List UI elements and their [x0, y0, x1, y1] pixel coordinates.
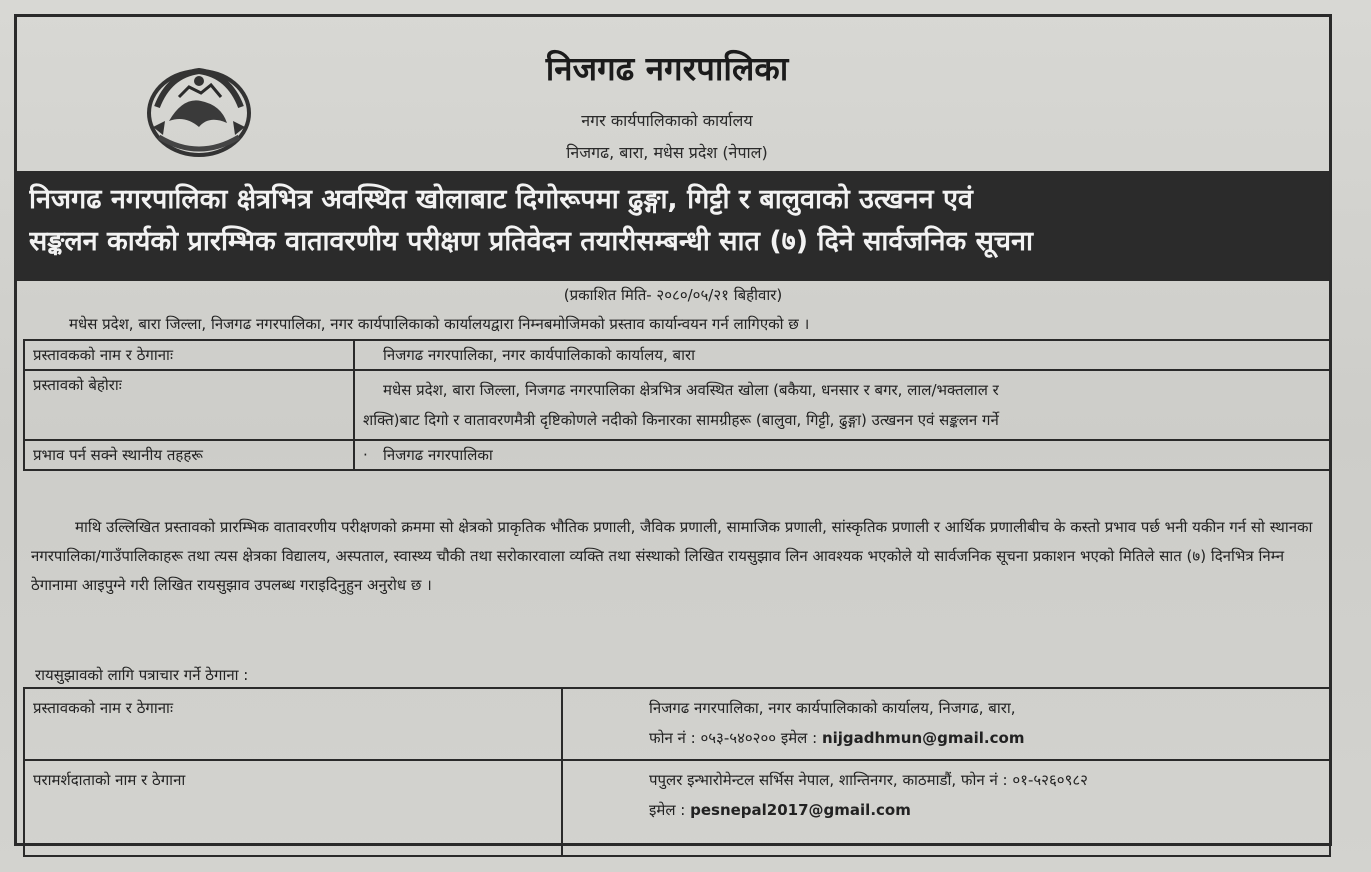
contact-consultant-line-1: पपुलर इन्भारोमेन्टल सर्भिस नेपाल, शान्तिनगर, काठमाडौं, फोन नं : ०१-५२६०९८२	[649, 771, 1088, 789]
contacts-table	[23, 687, 1331, 857]
notice-paragraph	[31, 513, 1331, 600]
impact-value-text: निजगढ नगरपालिका	[383, 446, 493, 464]
org-office: नगर कार्यपालिकाको कार्यालय	[581, 111, 753, 130]
contact-consultant-email-label: इमेल :	[649, 801, 691, 819]
contact-proponent-email[interactable]: nijgadhmun@gmail.com	[821, 729, 1025, 747]
notice-banner	[17, 171, 1329, 281]
table-row	[24, 340, 1330, 370]
table-row	[24, 440, 1330, 470]
banner-line-1: निजगढ नगरपालिका क्षेत्रभित्र अवस्थित खोलाबाट दिगोरूपमा ढुङ्गा, गिट्टी र बालुवाको उत्खनन एवं	[29, 184, 973, 215]
org-address: निजगढ, बारा, मधेस प्रदेश (नेपाल)	[566, 143, 768, 162]
table-row	[24, 760, 1330, 856]
contact-consultant-label: परामर्शदाताको नाम र ठेगाना	[24, 760, 562, 856]
banner-line-2: सङ्कलन कार्यको प्रारम्भिक वातावरणीय परीक्षण प्रतिवेदन तयारीसम्बन्धी सात (७) दिने सार्वजनिक सूचना	[29, 226, 1033, 257]
description-line-2: शक्ति)बाट दिगो र वातावरणमैत्री दृष्टिकोणले नदीको किनारका सामग्रीहरू (बालुवा, गिट्टी, ढुङ्गा) उत्खनन एवं सङ्कलन गर्ने	[363, 411, 999, 429]
intro-text: मधेस प्रदेश, बारा जिल्ला, निजगढ नगरपालिका, नगर कार्यपालिकाको कार्यालयद्वारा निम्नबमोजिमको प्रस्ताव कार्यान्वयन गर्न लागिएको छ ।	[69, 315, 810, 333]
description-label: प्रस्तावको बेहोराः	[24, 370, 354, 440]
proposal-details-table	[23, 339, 1331, 471]
notice-header	[17, 17, 1329, 169]
proponent-label: प्रस्तावकको नाम र ठेगानाः	[24, 340, 354, 370]
contact-consultant-line-2	[649, 795, 1321, 825]
table-row	[24, 370, 1330, 440]
org-title: निजगढ नगरपालिका	[545, 49, 789, 88]
contact-proponent-value	[562, 688, 1330, 760]
correspondence-address-title: रायसुझावको लागि पत्राचार गर्ने ठेगाना :	[35, 666, 249, 684]
contact-consultant-value	[562, 760, 1330, 856]
publication-date: (प्रकाशित मिति- २०८०/०५/२१ बिहीवार)	[563, 286, 783, 304]
impact-value: · निजगढ नगरपालिका	[354, 440, 1330, 470]
nepal-government-emblem-icon	[139, 57, 259, 165]
impact-label: प्रभाव पर्न सक्ने स्थानीय तहहरू	[24, 440, 354, 470]
proponent-value	[354, 340, 1330, 370]
table-row	[24, 688, 1330, 760]
contact-proponent-phone: फोन नं : ०५३-५४०२०० इमेल :	[649, 729, 822, 747]
description-line-1: मधेस प्रदेश, बारा जिल्ला, निजगढ नगरपालिका क्षेत्रभित्र अवस्थित खोला (बकैया, धनसार र बगर, लाल/भक्तलाल र	[383, 381, 999, 399]
notice-frame	[14, 14, 1332, 846]
notice-paragraph-text: माथि उल्लिखित प्रस्तावको प्रारम्भिक वातावरणीय परीक्षणको क्रममा सो क्षेत्रको प्राकृतिक भौतिक प्रणाली, जैविक प्रणाली, सामाजिक प्रणाली, सांस्कृतिक प्रणाली र आर्थिक प्रणालीबीच के कस्तो प्रभाव पर्छ भनी यकीन गर्न सो स्थानका नगरपालिका/गाउँपालिकाहरू तथा त्यस क्षेत्रका विद्यालय, अस्पताल, स्वास्थ्य चौकी तथा सरोकारवाला व्यक्ति तथा संस्थाको लिखित रायसुझाव लिन आवश्यक भएकोले यो सार्वजनिक सूचना प्रकाशन भएको मितिले सात (७) दिनभित्र निम्न ठेगानामा आइपुग्ने गरी लिखित रायसुझाव उपलब्ध गराइदिनुहुन अनुरोध छ ।	[31, 518, 1313, 594]
contact-proponent-label: प्रस्तावकको नाम र ठेगानाः	[24, 688, 562, 760]
contact-consultant-email[interactable]: pesnepal2017@gmail.com	[690, 801, 911, 819]
contact-proponent-line-1: निजगढ नगरपालिका, नगर कार्यपालिकाको कार्यालय, निजगढ, बारा,	[649, 699, 1016, 717]
description-value	[354, 370, 1330, 440]
proponent-value-text: निजगढ नगरपालिका, नगर कार्यपालिकाको कार्यालय, बारा	[383, 346, 695, 364]
contact-proponent-line-2	[649, 723, 1321, 753]
